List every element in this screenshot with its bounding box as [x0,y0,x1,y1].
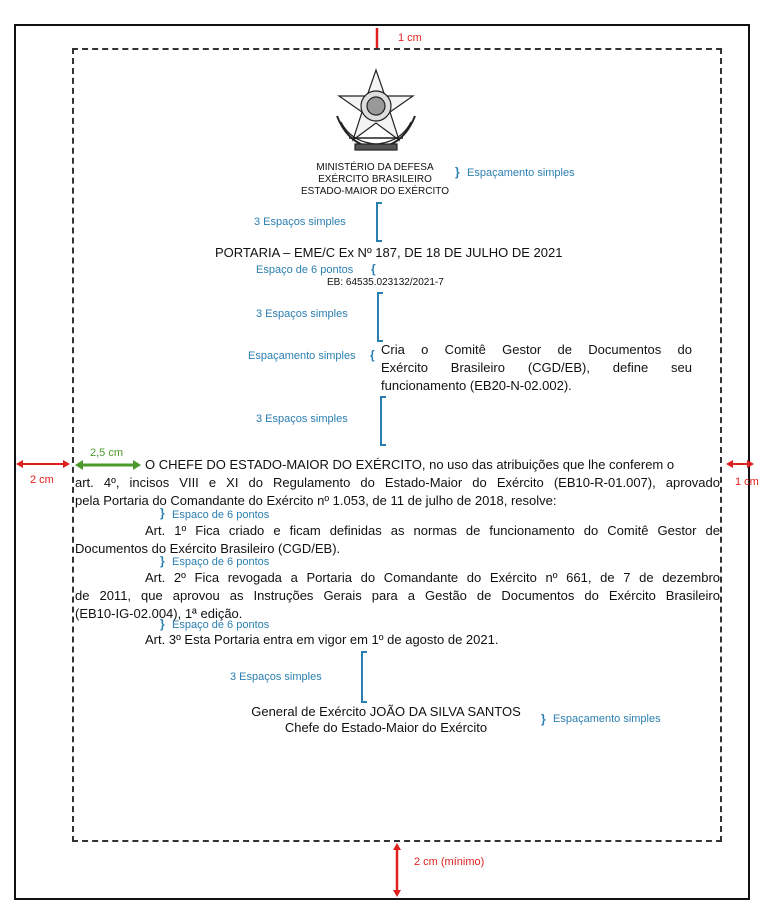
bracket-tick [376,202,382,204]
article-1-line-1: Art. 1º Fica criado e ficam definidas as normas de funcionamento do Comitê Gestor de [145,523,720,538]
brace-icon: { [370,348,375,362]
note-six-points-title: Espaço de 6 pontos [256,264,354,276]
brace-icon: } [455,165,460,179]
note-six-points-art1: Espaco de 6 pontos [172,509,270,521]
note-three-spaces-4: 3 Espaços simples [230,671,322,683]
left-margin-label: 2 cm [30,474,54,486]
bracket-three-spaces-3 [380,396,382,446]
brace-icon: } [160,506,165,520]
header-general-staff: ESTADO-MAIOR DO EXÉRCITO [301,186,449,197]
bracket-tick [361,651,367,653]
indent-label: 2,5 cm [90,447,124,459]
preamble-line-2: art. 4º, incisos VIII e XI do Regulamento do Estado-Maior do Exército (EB10-R-01.007), aprovado [75,475,720,490]
article-2-line-1: Art. 2º Fica revogada a Portaria do Comandante do Exército nº 661, de 7 de dezembro [145,570,720,585]
top-margin-arrow [370,26,384,50]
bottom-margin-label: 2 cm (mínimo) [414,856,485,868]
brace-icon: } [160,554,165,568]
bracket-tick [380,444,386,446]
article-2-line-3: (EB10-IG-02.004), 1ª edição. [75,606,243,621]
header-army: EXÉRCITO BRASILEIRO [318,174,432,185]
bracket-tick [361,701,367,703]
header-ministry: MINISTÉRIO DA DEFESA [316,162,434,173]
note-simple-spacing-ementa: Espaçamento simples [248,350,356,362]
ementa-line-3: funcionamento (EB20-N-02.002). [381,378,572,393]
top-margin-label: 1 cm [398,32,422,44]
brace-icon: { [371,262,376,276]
right-margin-label: 1 cm [735,476,759,488]
note-simple-spacing-signature: Espaçamento simples [553,713,661,725]
left-margin-arrow [14,457,72,471]
note-three-spaces-1: 3 Espaços simples [254,216,346,228]
header-block [270,162,480,198]
note-six-points-art3: Espaço de 6 pontos [172,619,270,631]
ementa-line-2: Exército Brasileiro (CGD/EB), define seu [381,360,692,375]
indent-arrow [74,459,142,471]
preamble-line-1: O CHEFE DO ESTADO-MAIOR DO EXÉRCITO, no uso das atribuições que lhe conferem o [145,457,675,472]
article-2-line-2: de 2011, que aprovou as Instruções Gerais para a Gestão de Documentos do Exército Brasileiro [75,588,720,603]
bottom-margin-arrow [390,842,404,898]
bracket-three-spaces-4 [361,651,363,703]
brace-icon: } [541,712,546,726]
note-three-spaces-2: 3 Espaços simples [256,308,348,320]
bracket-tick [377,292,383,294]
bracket-tick [376,240,382,242]
preamble-line-3: pela Portaria do Comandante do Exército nº 1.053, de 11 de julho de 2018, resolve: [75,493,557,508]
article-3: Art. 3º Esta Portaria entra em vigor em 1º de agosto de 2021. [145,632,499,647]
right-margin-arrow [724,457,756,471]
article-1-line-2: Documentos do Exército Brasileiro (CGD/EB). [75,541,341,556]
signature-name: General de Exército JOÃO DA SILVA SANTOS [251,704,521,719]
bracket-three-spaces-1 [376,202,378,242]
coat-of-arms-emblem [329,66,423,154]
brace-icon: } [160,617,165,631]
signature-role: Chefe do Estado-Maior do Exército [284,720,488,735]
bracket-three-spaces-2 [377,292,379,342]
bracket-tick [380,396,386,398]
note-simple-spacing-header: Espaçamento simples [467,167,575,179]
note-six-points-art2: Espaço de 6 pontos [172,556,270,568]
note-three-spaces-3: 3 Espaços simples [256,413,348,425]
ementa-line-1: Cria o Comitê Gestor de Documentos do [381,342,692,357]
signature-block [236,704,536,736]
eb-number: EB: 64535.023132/2021-7 [327,277,444,288]
portaria-title: PORTARIA – EME/C Ex Nº 187, DE 18 DE JULHO DE 2021 [215,245,563,260]
